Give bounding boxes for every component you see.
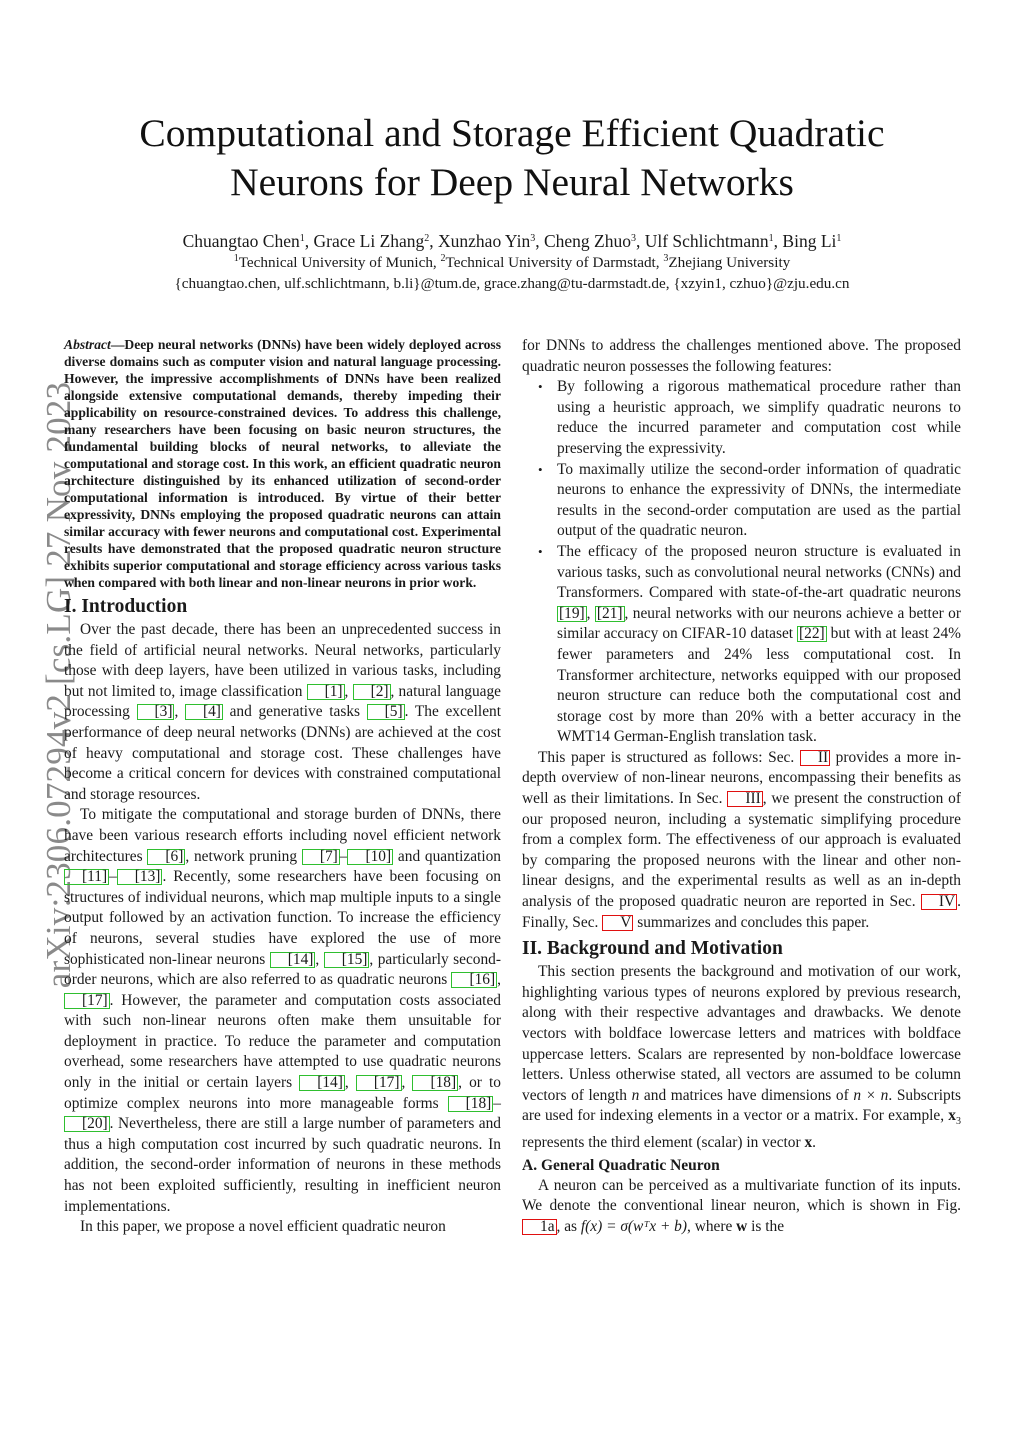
section-heading-introduction: I. Introduction: [64, 596, 188, 617]
citation-link[interactable]: [18]: [412, 1075, 458, 1091]
citation-link[interactable]: [2]: [353, 684, 391, 700]
citation-link[interactable]: [21]: [596, 604, 623, 622]
citation-link[interactable]: [17]: [64, 993, 110, 1009]
list-item: • The efficacy of the proposed neuron structure is evaluated in various tasks, such as convolutional neural networks (CNNs) and Transformers. Compared with state-of-the-art quadratic neurons [19] , [21] , neural networks with our neurons achieve a better or similar accuracy on CIFAR-10 dataset [22] but with at least 24% fewer parameters and 24% less computational cost. In Transformer architecture, networks equipped with our proposed neuron structure can reduce both the computational cost and storage cost by more than 20% with a better accuracy in the WMT14 German-English translation task.: [538, 542, 961, 746]
author: Bing Li: [782, 231, 837, 251]
author: Cheng Zhuo: [543, 231, 631, 251]
citation-link[interactable]: [6]: [147, 849, 185, 865]
citation-link[interactable]: [7]: [302, 849, 340, 865]
list-item: • To maximally utilize the second-order information of quadratic neurons to enhance the expressivity of DNNs, the intermediate results in the second-order computation are used as the partial output of the quadratic neuron.: [538, 460, 961, 540]
general-quadratic-neuron-paragraph: A neuron can be perceived as a multivariate function of its inputs. We denote the conventional linear neuron, which is shown in Fig. 1a , as f(x) = σ(wᵀx + b), where w is the: [522, 1176, 961, 1235]
citation-link[interactable]: [14]: [270, 952, 316, 968]
section-link[interactable]: II: [800, 750, 830, 766]
background-paragraph: This section presents the background and motivation of our work, highlighting various types of neurons explored by previous research, along with their respective advantages and drawbacks. We denote vectors with boldface lowercase letters and matrices with boldface uppercase letters. Scalars are represented by non-boldface lowercase letters. Unless otherwise stated, all vectors are assumed to be column vectors of length n and matrices have dimensions of n × n. Subscripts are used for indexing elements in a vector or a matrix. For example, $x_3$ represents the third element (scalar) in vector x.: [522, 963, 961, 1152]
citation-link[interactable]: [10]: [347, 849, 393, 865]
right-column: [522, 336, 961, 1237]
title-line-1: Computational and Storage Efficient Quadratic: [139, 111, 885, 155]
citation-link[interactable]: [22]: [799, 625, 825, 643]
section-link[interactable]: V: [602, 915, 633, 931]
intro-paragraph-2: To mitigate the computational and storage burden of DNNs, there have been various research efforts including novel efficient network architectures [6] , network pruning [7] – [10] and quantization [11] – [13] . Recently, some researchers have been focusing on structures of individual neurons, which map multiple inputs to a single output followed by an activation function. To increase the efficiency of neurons, several studies have explored the use of more sophisticated non-linear neurons [14] , [15] , particularly second-order neurons, which are also referred to as quadratic neurons [16] , [17] . However, the parameter and computation costs associated with such non-linear neurons often make them unsuitable for deployment in practice. To reduce the parameter and computation overhead, some researchers have attempted to use quadratic neurons only in the initial or certain layers [14] , [17] , [18] , or to optimize complex neurons into more manageable forms [18] –[20] . Nevertheless, there are still a large number of parameters and thus a high computation cost incurred by such quadratic neurons. In addition, the second-order information of neurons in these methods has not been exploited sufficiently, resulting in inefficient neuron implementations.: [64, 806, 502, 1215]
affiliations: $^1$Technical University of Munich, $^2$Technical University of Darmstadt, $^3$Zhejiang University: [233, 253, 791, 271]
section-link[interactable]: III: [727, 791, 762, 807]
citation-link[interactable]: [11]: [64, 869, 109, 885]
arxiv-identifier: arXiv:2306.07294v2 [cs.LG] 27 Nov 2023: [39, 381, 78, 989]
paper-structure-paragraph: This paper is structured as follows: Sec. II provides a more in-depth overview of non-linear neurons, encompassing their benefits as well as their limitations. In Sec. III , we present the construction of our proposed neuron, including a systematic simplifying procedure from a complex form. The effectiveness of our approach is evaluated by comparing the proposed neurons with the linear and other non-linear designs, and the experimental results as well as an in-depth analysis of the proposed quadratic neuron are reported in Sec. IV . Finally, Sec. V summarizes and concludes this paper.: [522, 748, 961, 931]
intro-paragraph-3: In this paper, we propose a novel efficient quadratic neuron: [80, 1218, 446, 1236]
abstract-text: —Deep neural networks (DNNs) have been widely deployed across diverse domains such as computer vision and natural language processing. However, the impressive accomplishments of DNNs have been realized alongside extensive computational demands, thereby impeding their applicability on resource-constrained devices. To address this challenge, many researchers have been focusing on basic neuron structures, the fundamental building blocks of neural networks, to alleviate the computational and storage cost. In this work, an efficient quadratic neuron architecture distinguished by its enhanced utilization of second-order computational information is introduced. By virtue of their better expressivity, DNNs employing the proposed quadratic neurons can attain similar accuracy with fewer neurons and computational cost. Experimental results have demonstrated that the proposed quadratic neuron structure exhibits superior computational and storage efficiency across various tasks when compared with both linear and non-linear neurons in prior work.: [64, 337, 501, 590]
paper-title: [60, 109, 964, 207]
citation-link[interactable]: [13]: [117, 869, 163, 885]
left-column: [64, 336, 501, 1238]
citation-link[interactable]: [15]: [324, 952, 370, 968]
citation-link[interactable]: [18]: [448, 1096, 494, 1112]
author: Xunzhao Yin: [438, 231, 531, 251]
abstract: [64, 336, 501, 591]
section-heading-background: II. Background and Motivation: [522, 938, 783, 960]
author-emails: {chuangtao.chen, ulf.schlichtmann, b.li}@tum.de, grace.zhang@tu-darmstadt.de, {xzyin1, czhuo}@zju.edu.cn: [174, 275, 850, 292]
author: Ulf Schlichtmann: [644, 231, 769, 251]
citation-link[interactable]: [20]: [64, 1116, 110, 1132]
bullet-icon: •: [538, 543, 543, 559]
bullet-icon: •: [538, 461, 543, 477]
citation-link[interactable]: [3]: [137, 704, 175, 720]
citation-link[interactable]: [5]: [367, 704, 405, 720]
citation-link[interactable]: [16]: [451, 972, 497, 988]
subsection-heading-general-quadratic-neuron: A. General Quadratic Neuron: [522, 1156, 720, 1174]
author-names: Chuangtao Chen$^1$, Grace Li Zhang$^2$, Xunzhao Yin$^3$, Cheng Zhuo$^3$, Ulf Schlichtmann$^1$, Bing Li$^1$: [182, 231, 842, 251]
citation-link[interactable]: [19]: [559, 604, 585, 622]
section-link[interactable]: IV: [921, 894, 957, 910]
citation-link[interactable]: [14]: [299, 1075, 345, 1091]
author: Grace Li Zhang: [313, 231, 425, 251]
abstract-label: Abstract: [64, 337, 111, 352]
author-block: [60, 230, 964, 294]
formula: f(x) = σ(wᵀx + b): [580, 1217, 688, 1235]
intro-paragraph-3-continued: for DNNs to address the challenges mentioned above. The proposed quadratic neuron possesses the following features:: [522, 337, 961, 375]
title-line-2: Neurons for Deep Neural Networks: [230, 160, 794, 204]
feature-list: [522, 377, 961, 748]
citation-link[interactable]: [4]: [185, 704, 223, 720]
intro-paragraph-1: Over the past decade, there has been an unprecedented success in the field of artificial neural networks. Neural networks, particularly those with deep layers, have been utilized in various tasks, including but not limited to, image classification [1] , [2] , natural language processing [3] , [4] and generative tasks [5] . The excellent performance of deep neural networks (DNNs) are achieved at the cost of heavy computational and storage cost. These challenges have become a critical concern for devices with constrained computational and storage resources.: [64, 621, 502, 803]
bullet-icon: •: [538, 379, 543, 395]
figure-link[interactable]: 1a: [522, 1219, 557, 1235]
author: Chuangtao Chen: [182, 231, 300, 251]
list-item: • By following a rigorous mathematical procedure rather than using a heuristic approach, we simplify quadratic neurons to reduce the incurred parameter and computation cost while preserving the expressivity.: [538, 378, 961, 457]
citation-link[interactable]: [17]: [356, 1075, 402, 1091]
citation-link[interactable]: [1]: [307, 684, 345, 700]
